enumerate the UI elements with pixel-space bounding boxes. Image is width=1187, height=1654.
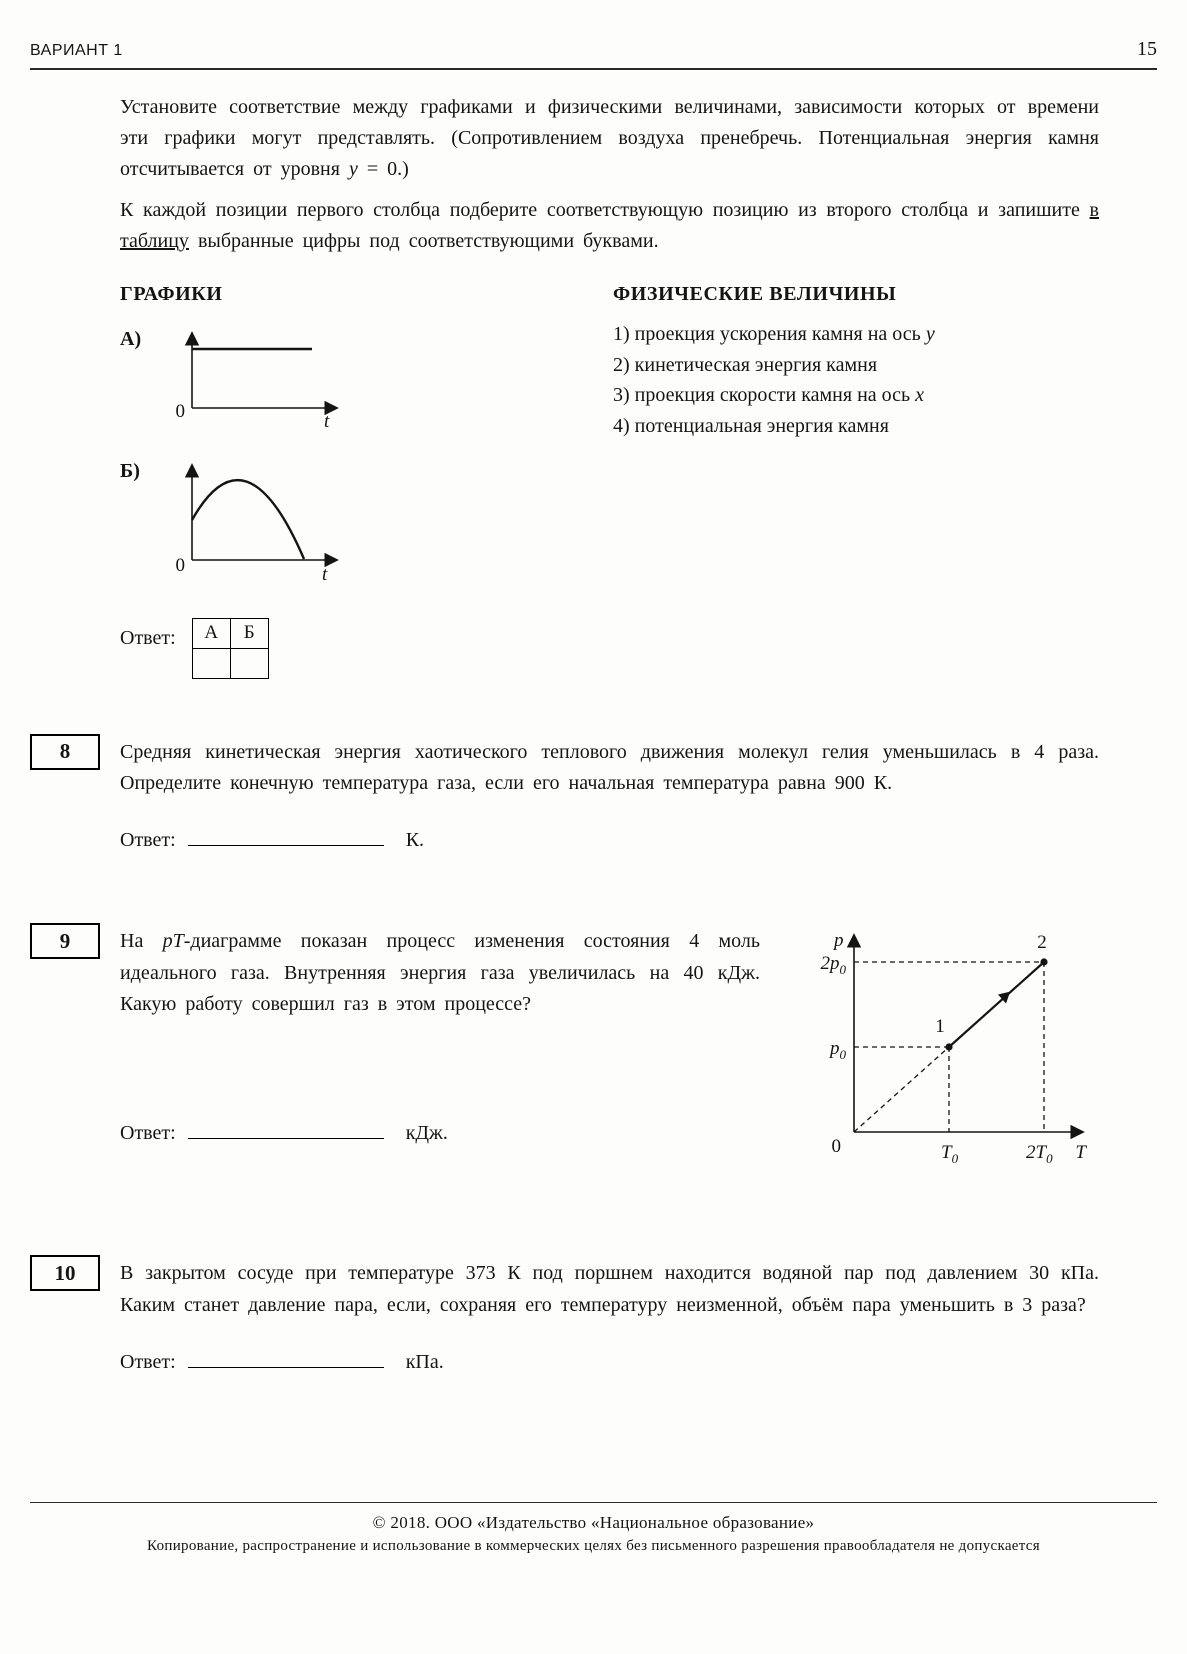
graph-b-zero-label: 0	[175, 554, 185, 576]
matching-task	[120, 92, 1099, 679]
process-line	[949, 962, 1044, 1047]
answer-blank	[188, 1354, 384, 1368]
question-9-layout	[120, 926, 1099, 1182]
list-item	[613, 319, 1099, 350]
item-number: 3)	[613, 384, 630, 407]
question-9-text-lead: На	[120, 930, 163, 953]
item-math-var: x	[915, 384, 925, 407]
graph-a-plot	[164, 322, 349, 430]
matching-answer	[120, 618, 1099, 679]
t0-label	[941, 1142, 959, 1166]
task-instruction	[120, 195, 1099, 257]
question-8	[59, 737, 1099, 852]
state-point-2	[1040, 959, 1047, 966]
task-instruction-tail: выбранные цифры под соответствующими буквами.	[188, 229, 659, 252]
t0-main: T	[941, 1142, 952, 1164]
item-text: проекция скорости камня на ось	[634, 384, 916, 407]
graph-b-row	[120, 454, 613, 584]
2t0-main: 2T	[1026, 1142, 1047, 1164]
item-number: 2)	[613, 353, 630, 376]
list-item	[613, 411, 1099, 442]
graph-a-t-label: t	[324, 410, 330, 430]
dashed-origin-line	[854, 1047, 949, 1132]
graph-a-row	[120, 322, 613, 430]
question-10-answer	[120, 1351, 1099, 1374]
graph-b-label: Б)	[120, 459, 140, 482]
item-text: проекция ускорения камня на ось	[634, 322, 926, 345]
t0-sub: 0	[951, 1151, 959, 1167]
question-9-diagram-column	[760, 922, 1099, 1182]
answer-label: Ответ:	[120, 1350, 176, 1373]
graph-b-t-label: t	[322, 563, 328, 584]
state-point-1	[945, 1044, 952, 1051]
quantities-list	[613, 319, 1099, 441]
math-var-y: y	[348, 158, 358, 181]
page-footer	[30, 1502, 1157, 1555]
p0-sub: 0	[839, 1047, 846, 1063]
origin-label: 0	[831, 1136, 841, 1158]
graphs-column	[120, 283, 613, 584]
answer-table	[192, 618, 269, 679]
answer-cell-a	[192, 648, 230, 678]
point-1-label: 1	[935, 1016, 945, 1038]
question-8-text: Средняя кинетическая энергия хаотического теплового движения молекул гелия уменьшилась в 4 раза. Определите конечную температура газа, если его начальная температура равна 900 К.	[120, 740, 1099, 795]
question-8-answer	[120, 829, 1099, 852]
answer-cell-b	[230, 648, 268, 678]
matching-columns	[120, 283, 1099, 584]
math-var-pt: pT	[162, 930, 184, 953]
copyright-notice: Копирование, распространение и использование в коммерческих целях без письменного разрешения правообладателя не допускается	[147, 1538, 1040, 1554]
item-math-var: y	[925, 322, 935, 345]
2p0-sub: 0	[839, 962, 846, 978]
task-intro-text: Установите соответствие между графиками и физическими величинами, зависимости которых от времени эти графики могут представлять. (Сопротивлением воздуха пренебречь. Потенциальная энергия камня отсчитывается от уровня	[120, 96, 1099, 181]
graph-b-curve	[192, 480, 304, 559]
variant-label: ВАРИАНТ 1	[30, 42, 123, 59]
answer-label: Ответ:	[120, 829, 176, 852]
answer-label: Ответ:	[120, 1121, 176, 1144]
answer-table-header-b: Б	[230, 618, 268, 648]
page-header	[30, 38, 1157, 70]
question-10	[54, 1258, 1099, 1373]
point-2-label: 2	[1037, 932, 1047, 954]
question-10-number-box: 10	[30, 1255, 100, 1291]
answer-blank	[188, 1125, 384, 1139]
2p0-main: 2p	[820, 953, 840, 975]
2p0-label	[821, 953, 847, 977]
graphs-title: ГРАФИКИ	[120, 282, 223, 305]
underlined-phrase: в таблицу	[120, 198, 1099, 252]
graph-a-label: А)	[120, 327, 142, 350]
task-intro-tail: = 0.)	[357, 158, 409, 181]
question-9-text	[120, 926, 760, 1020]
question-9-text-column	[120, 926, 760, 1182]
question-9-number-box: 9	[30, 923, 100, 959]
item-number: 1)	[613, 322, 630, 345]
task-instruction-text: К каждой позиции первого столбца подберите соответствующую позицию из второго столбца и запишите	[120, 198, 1090, 221]
p-axis-label: p	[834, 930, 844, 952]
page-number: 15	[1137, 38, 1157, 60]
question-9	[59, 926, 1099, 1182]
quantities-column	[613, 283, 1099, 584]
list-item	[613, 350, 1099, 381]
2t0-sub: 0	[1046, 1151, 1053, 1167]
quantities-title: ФИЗИЧЕСКИЕ ВЕЛИЧИНЫ	[613, 282, 897, 305]
item-text: кинетическая энергия камня	[634, 353, 878, 376]
question-8-number-box: 8	[30, 734, 100, 770]
t-axis-label: T	[1075, 1142, 1086, 1164]
answer-blank	[188, 832, 384, 846]
list-item	[613, 380, 1099, 411]
answer-unit: кДж.	[405, 1121, 448, 1144]
question-9-text-tail: -диаграмме показан процесс изменения состояния 4 моль идеального газа. Внутренняя энергия газа увеличилась на 40 кДж. Какую работу совершил газ в этом процессе?	[120, 930, 760, 1015]
answer-table-header-a: А	[192, 618, 230, 648]
answer-unit: кПа.	[405, 1350, 444, 1373]
graph-a-zero-label: 0	[175, 400, 185, 422]
graph-b-plot	[164, 454, 349, 584]
pt-diagram	[794, 922, 1099, 1182]
p0-main: p	[830, 1038, 840, 1060]
page-body	[54, 92, 1099, 1374]
item-number: 4)	[613, 414, 630, 437]
answer-label: Ответ:	[120, 626, 176, 649]
answer-unit: К.	[405, 829, 425, 852]
publisher-copyright: © 2018. ООО «Издательство «Национальное образование»	[372, 1513, 815, 1532]
p0-label	[828, 1038, 847, 1062]
question-10-text: В закрытом сосуде при температуре 373 К под поршнем находится водяной пар под давлением 30 кПа. Каким станет давление пара, если, сохраняя его температуру неизменной, объём пара уменьшить в 3 раза?	[120, 1262, 1099, 1316]
question-9-answer	[120, 1122, 760, 1145]
item-text: потенциальная энергия камня	[634, 414, 889, 437]
task-intro	[120, 92, 1099, 186]
2t0-label	[1026, 1142, 1053, 1166]
